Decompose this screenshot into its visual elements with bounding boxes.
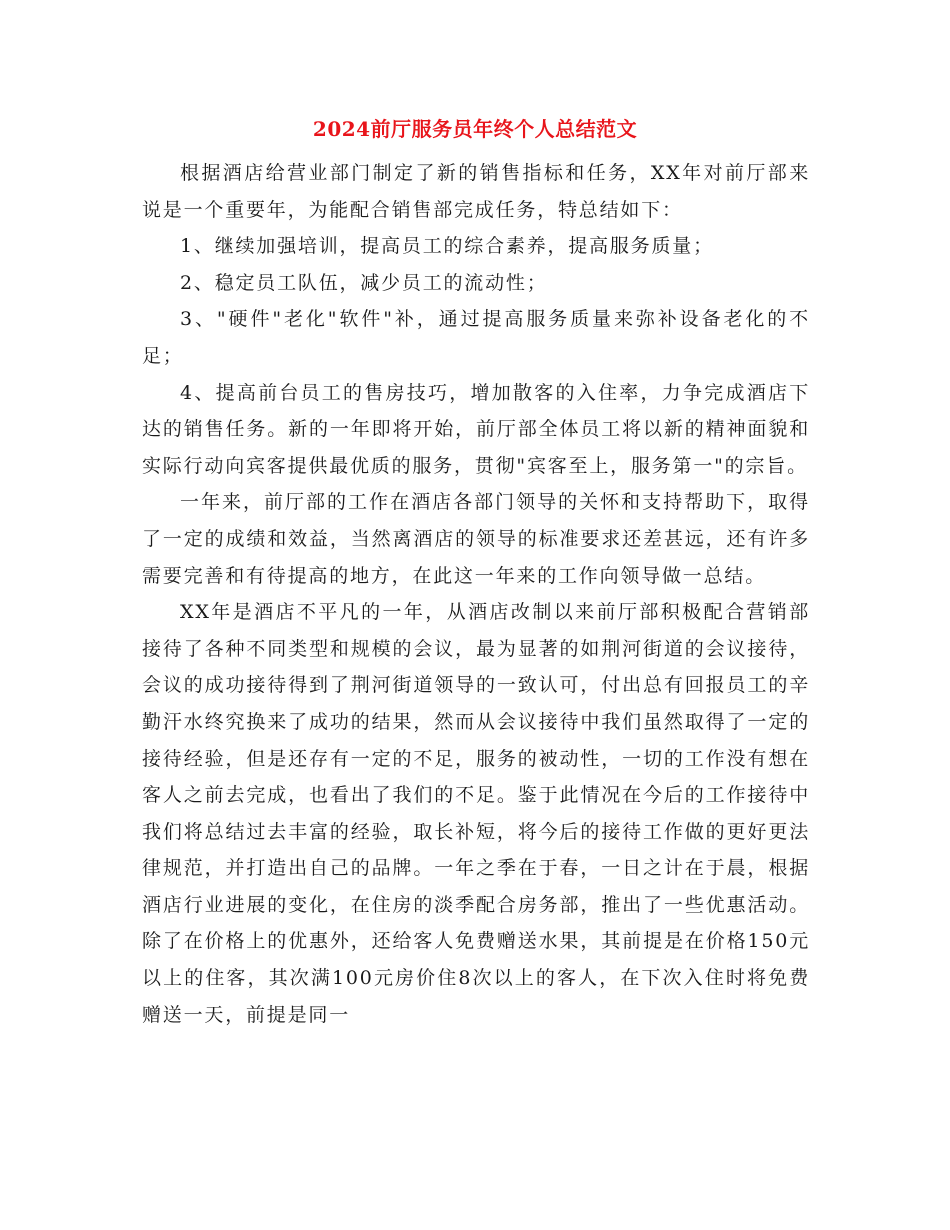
paragraph-item-3: 3、"硬件"老化"软件"补，通过提高服务质量来弥补设备老化的不足； — [142, 308, 810, 367]
paragraph-item-4: 4、提高前台员工的售房技巧，增加散客的入住率，力争完成酒店下达的销售任务。新的一年即将开始，前厅部全体员工将以新的精神面貌和实际行动向宾客提供最优质的服务，贯彻"宾客至上，服务第一"的宗旨。 — [142, 381, 810, 477]
paragraph-conference-reception: XX年是酒店不平凡的一年，从酒店改制以来前厅部积极配合营销部接待了各种不同类型和规模的会议，最为显著的如荆河街道的会议接待，会议的成功接待得到了荆河街道领导的一致认可，付出总有回报员工的辛勤汗水终究换来了成功的结果，然而从会议接待中我们虽然取得了一定的接待经验，但是还存有一定的不足，服务的被动性，一切的工作没有想在客人之前去完成，也看出了我们的不足。鉴于此情况在今后的工作接待中我们将总结过去丰富的经验，取长补短，将今后的接待工作做的更好更法律规范，并打造出自己的品牌。一年之季在于春，一日之计在于晨，根据酒店行业进展的变化，在住房的淡季配合房务部，推出了一些优惠活动。除了在价格上的优惠外，还给客人免费赠送水果，其前提是在价格150元以上的住客，其次满100元房价住8次以上的客人，在下次入住时将免费赠送一天，前提是同一 — [142, 601, 810, 1026]
document-title: 2024前厅服务员年终个人总结范文 — [312, 117, 638, 141]
paragraph-intro: 根据酒店给营业部门制定了新的销售指标和任务，XX年对前厅部来说是一个重要年，为能配合销售部完成任务，特总结如下： — [142, 162, 810, 221]
document-body — [142, 155, 810, 1033]
paragraph-item-1: 1、继续加强培训，提高员工的综合素养，提高服务质量； — [180, 235, 714, 258]
paragraph-item-2: 2、稳定员工队伍，减少员工的流动性； — [180, 271, 548, 294]
paragraph-year-review: 一年来，前厅部的工作在酒店各部门领导的关怀和支持帮助下，取得了一定的成绩和效益，当然离酒店的领导的标准要求还差甚远，还有许多需要完善和有待提高的地方，在此这一年来的工作向领导做一总结。 — [142, 491, 810, 587]
